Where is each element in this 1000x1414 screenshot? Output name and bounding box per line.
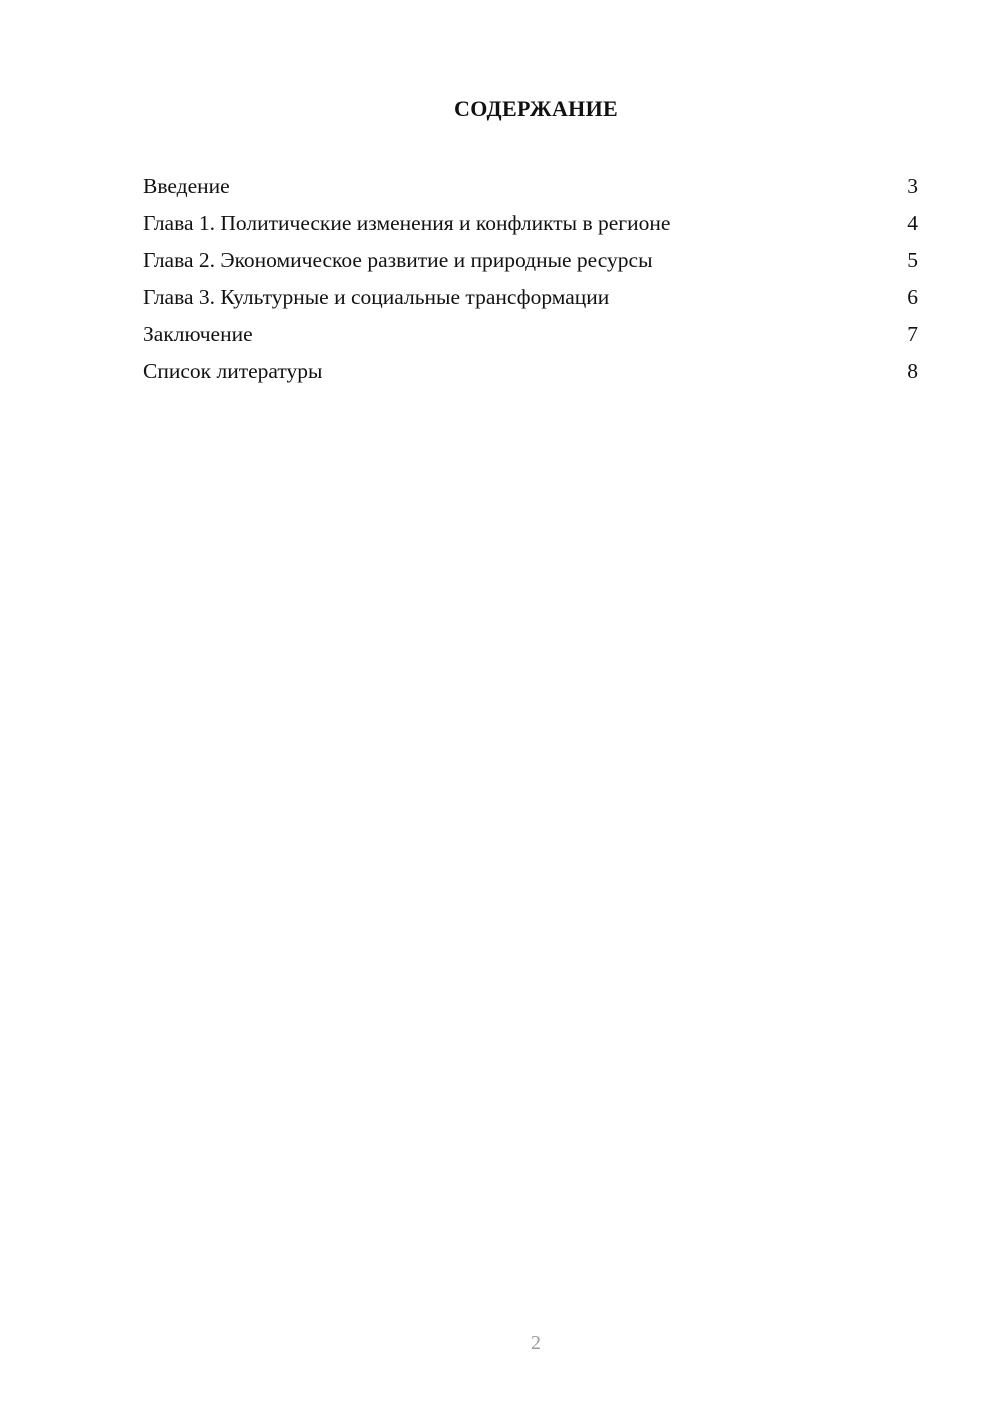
toc-entry-references	[143, 353, 918, 390]
toc-entry-chapter-3	[143, 279, 918, 316]
toc-entry-label: Заключение	[143, 322, 253, 346]
toc-entry-conclusion	[143, 316, 918, 353]
toc-entry-chapter-1	[143, 205, 918, 242]
toc-entry-introduction	[143, 168, 918, 205]
page-title: СОДЕРЖАНИЕ	[454, 96, 618, 121]
toc-entry-label: Введение	[143, 174, 230, 198]
toc-entry-page: 8	[907, 359, 918, 383]
toc-entry-label: Глава 3. Культурные и социальные трансформации	[143, 285, 610, 309]
toc-entry-label: Глава 2. Экономическое развитие и природные ресурсы	[143, 248, 653, 272]
table-of-contents	[143, 168, 918, 390]
page-number: 2	[531, 1332, 541, 1354]
toc-entry-label: Список литературы	[143, 359, 323, 383]
toc-entry-page: 6	[907, 285, 918, 309]
toc-entry-page: 5	[907, 248, 918, 272]
toc-entry-page: 3	[907, 174, 918, 198]
toc-entry-page: 7	[907, 322, 918, 346]
toc-entry-chapter-2	[143, 242, 918, 279]
toc-entry-page: 4	[907, 211, 918, 235]
toc-entry-label: Глава 1. Политические изменения и конфликты в регионе	[143, 211, 671, 235]
